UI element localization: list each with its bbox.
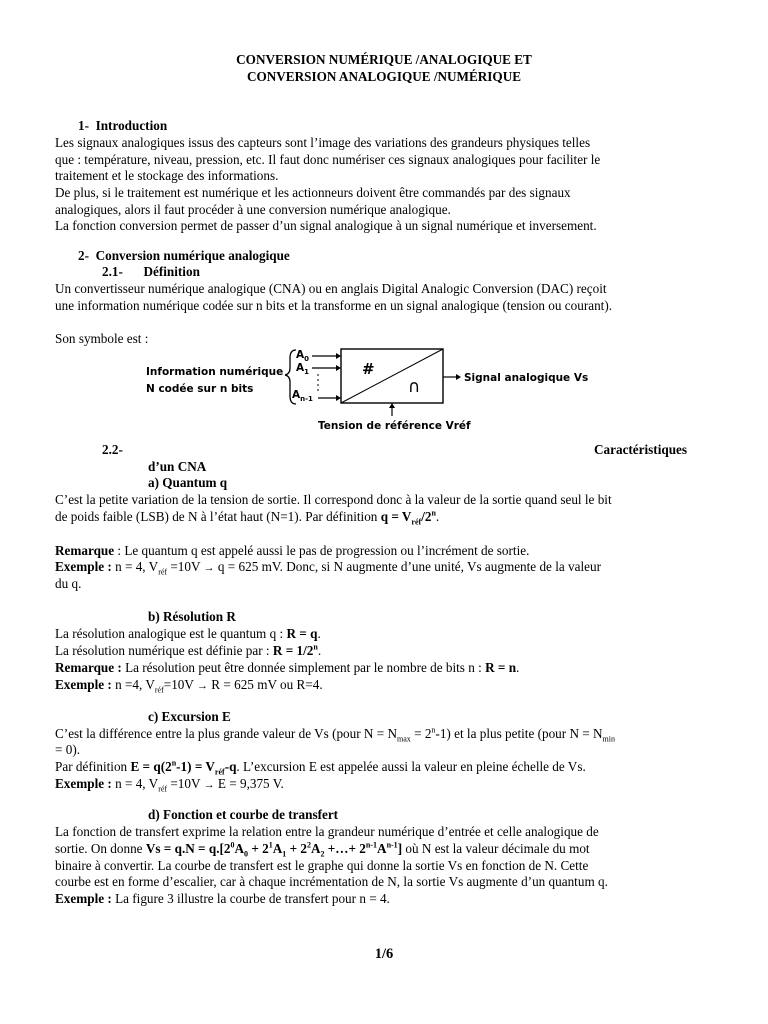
section2-heading — [78, 247, 290, 264]
intro-line-5: analogiques, alors il faut procéder à une conversion numérique analogique. — [55, 202, 451, 217]
transfer-line-2: sortie. On donne $Vs = q.N = q.[2^0A_0 + 2^1A_1 + 2^2A_2$ +…+ $2^{n-1}A^{n-1}$] où N est la valeur décimale du mot — [55, 840, 590, 859]
reference-label: Tension de référence Vréf — [318, 420, 471, 432]
transfer-formula: $Vs = q.N = q.[2^0A_0 + 2^1A_1 + 2^2A_2$ +…+ $2^{n-1}A^{n-1}$] — [145, 840, 403, 859]
resolution-remark: Remarque : La résolution peut être donnée simplement par le nombre de bits n : R = n. — [55, 660, 520, 675]
intro-line-1: Les signaux analogiques issus des capteurs sont l’image des variations des grandeurs physiques telles — [55, 135, 591, 150]
excursion-definition: Par définition $E = q(2^n-1) = V_{réf}-q$. L’excursion E est appelée aussi la valeur en pleine échelle de Vs. — [55, 758, 586, 777]
transfer-line-4: courbe est en forme d’escalier, car à chaque incrémentation de N, la sortie Vs augmente d’un quantum q. — [55, 874, 608, 889]
dac-block-diagonal — [341, 349, 443, 403]
intro-line-2: que : température, niveau, pression, etc. Il faut donc numériser ces signaux analogiques pour faciliter le — [55, 152, 601, 167]
diagram-input-label-2: N codée sur n bits — [146, 383, 254, 395]
quantum-line-2: de poids faible (LSB) de N à l’état haut (N=1). Par définition $q = V_{réf}/2^n$. — [55, 508, 440, 527]
bit-a1-label: $A_1$ — [296, 362, 310, 376]
title-line-1: CONVERSION NUMÉRIQUE /ANALOGIQUE ET — [236, 52, 532, 67]
page-number: 1/6 — [374, 946, 394, 962]
intro-heading-text: Introduction — [95, 118, 168, 133]
bit-a0-label: $A_0$ — [296, 349, 310, 363]
output-arrowhead — [456, 374, 461, 380]
reference-arrowhead — [389, 403, 395, 408]
quantum-example-cont: du q. — [55, 576, 82, 591]
bit-an-arrowhead — [336, 395, 341, 401]
bit-a1-arrowhead — [336, 365, 341, 371]
quantum-remark: Remarque : Le quantum q est appelé aussi le pas de progression ou l’incrément de sortie. — [55, 543, 530, 558]
output-label: Signal analogique Vs — [464, 372, 589, 384]
intro-heading — [78, 117, 167, 134]
resolution-line-1: La résolution analogique est le quantum q : R = q. — [55, 626, 321, 641]
transfer-line-1: La fonction de transfert exprime la relation entre la grandeur numérique d’entrée et celle analogique de — [55, 824, 599, 839]
section22-title-cont: d’un CNA — [148, 459, 207, 474]
section21-text: Définition — [143, 264, 200, 279]
section2-heading-num: 2- — [78, 248, 89, 263]
analog-symbol: ∩ — [408, 377, 421, 397]
transfer-example: Exemple : La figure 3 illustre la courbe de transfert pour n = 4. — [55, 891, 390, 906]
section22-title-right: Caractéristiques — [594, 442, 688, 457]
intro-heading-num: 1- — [78, 118, 89, 133]
excursion-line-1: C’est la différence entre la plus grande valeur de Vs (pour $N = N_{max} = 2^n-1$) et la plus petite (pour $N = N_{min}$ — [55, 725, 615, 744]
definition-line-2: une information numérique codée sur n bits et la transforme en un signal analogique (tension ou courant). — [55, 298, 613, 313]
bit-a0-arrowhead — [336, 353, 341, 359]
excursion-heading: c) Excursion E — [148, 709, 231, 724]
symbol-intro: Son symbole est : — [55, 331, 149, 346]
transfer-line-3: binaire à convertir. La courbe de transfert est le graphe qui donne la sortie Vs en fonction de N. Cette — [55, 858, 589, 873]
section21-num: 2.1- — [102, 264, 123, 279]
excursion-line-2: = 0). — [55, 742, 81, 757]
resolution-line-2: La résolution numérique est définie par : $R = 1/2^n$. — [55, 642, 322, 658]
section22-num: 2.2- — [102, 442, 123, 457]
transfer-heading: d) Fonction et courbe de transfert — [148, 807, 339, 822]
resolution-heading: b) Résolution R — [148, 609, 236, 624]
quantum-example: Exemple : n = 4, $V_{réf} =10V \to q = 625$ mV. Donc, si N augmente d’une unité, Vs augmente de la valeur — [55, 559, 601, 577]
quantum-definition: $q = V_{réf}/2^n$ — [380, 508, 436, 527]
diagram-input-label-1: Information numérique — [146, 366, 284, 378]
quantum-heading: a) Quantum q — [148, 475, 228, 490]
intro-line-3: traitement et le stockage des informations. — [55, 168, 279, 183]
definition-line-1: Un convertisseur numérique analogique (CNA) ou en anglais Digital Analogic Conversion (DAC) reçoit — [55, 281, 607, 296]
resolution-example: Exemple : n =4, $V_{réf}=10V \to R = 625$ mV ou R=4. — [55, 677, 323, 695]
excursion-example: Exemple : n = 4, $V_{réf} =10V \to E = 9,375$ V. — [55, 776, 284, 794]
section2-heading-text: Conversion numérique analogique — [95, 248, 290, 263]
title-line-2: CONVERSION ANALOGIQUE /NUMÉRIQUE — [246, 69, 522, 84]
intro-line-6: La fonction conversion permet de passer d’un signal analogique à un signal numérique et inversement. — [55, 218, 597, 233]
quantum-line-1: C’est la petite variation de la tension de sortie. Il correspond donc à la valeur de la sortie quand seul le bit — [55, 492, 612, 507]
bit-an-label: $A_{n-1}$ — [292, 389, 313, 403]
digital-symbol: # — [362, 360, 375, 378]
dac-symbol-diagram — [140, 344, 600, 436]
intro-line-4: De plus, si le traitement est numérique et les actionneurs doivent être commandés par des signaux — [55, 185, 571, 200]
section21-heading — [102, 263, 200, 280]
